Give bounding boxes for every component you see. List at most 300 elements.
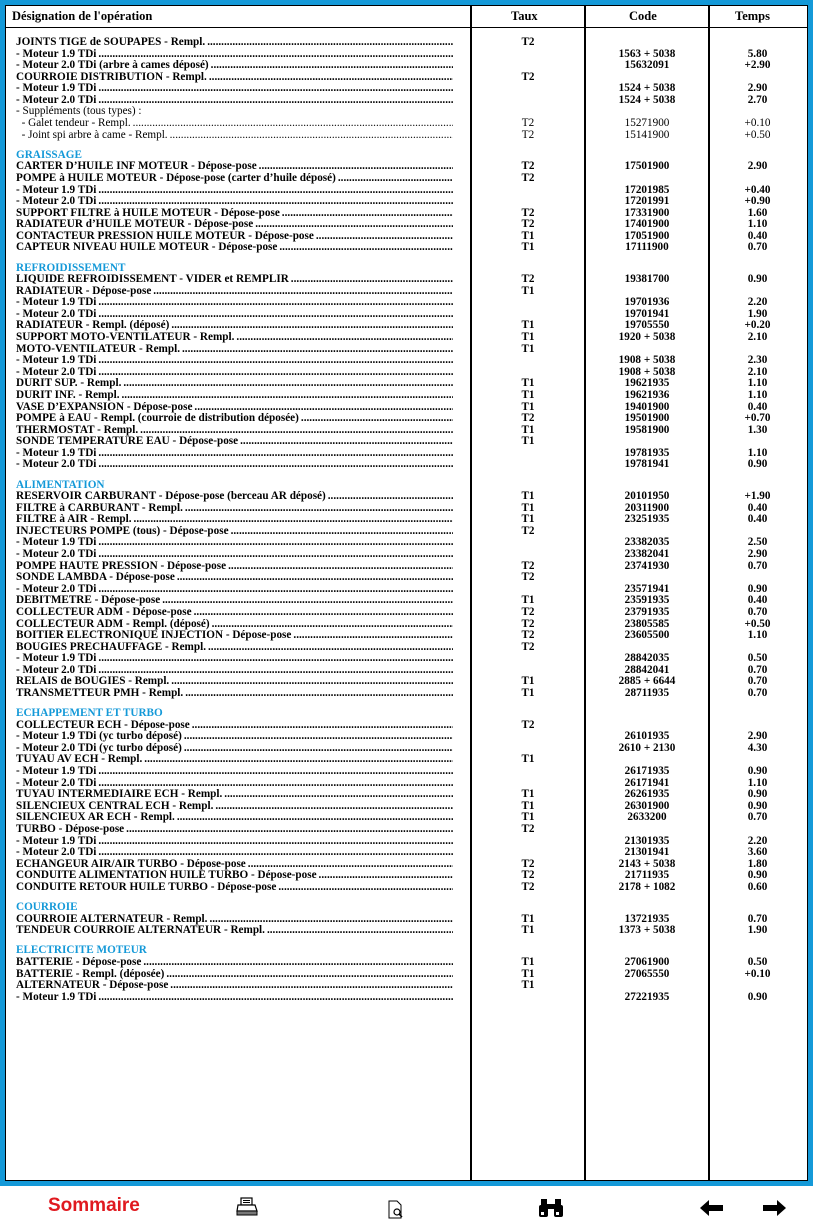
taux-cell: T2 [521, 117, 535, 130]
operation-designation [16, 688, 453, 700]
operation-designation [16, 630, 453, 642]
taux-cell: T1 [521, 753, 535, 766]
operation-label: TUYAU AV ECH - Rempl. [16, 754, 143, 766]
temps-cell: +0.40 [744, 183, 771, 196]
section-title: ALIMENTATION [16, 479, 105, 491]
taux-cell: T2 [521, 206, 535, 219]
operation-designation [16, 836, 453, 848]
section-title: REFROIDISSEMENT [16, 262, 126, 274]
taux-cell: T1 [521, 435, 535, 448]
temps-cell: 1.10 [747, 388, 768, 401]
code-cell: 20311900 [624, 501, 670, 514]
taux-cell: T2 [521, 857, 535, 870]
table-row [6, 49, 807, 61]
taux-cell: T1 [521, 284, 535, 297]
taux-cell: T1 [521, 377, 535, 390]
operation-designation [16, 161, 453, 173]
table-body [6, 37, 807, 1003]
operation-label: - Suppléments (tous types) : [16, 106, 142, 118]
taux-cell: T1 [521, 955, 535, 968]
print-icon[interactable] [236, 1197, 258, 1222]
operation-label: - Joint spi arbre à came - Rempl. [16, 129, 168, 141]
operation-label: POMPE à HUILE MOTEUR - Dépose-pose (carter d’huile déposé) [16, 172, 336, 184]
taux-cell: T1 [521, 799, 535, 812]
operation-designation [16, 309, 453, 321]
temps-cell: +0.10 [744, 117, 771, 130]
code-cell: 1524 + 5038 [618, 93, 676, 106]
temps-cell: 0.40 [747, 400, 768, 413]
operation-label: - Moteur 1.9 TDi (yc turbo déposé) [16, 731, 182, 743]
temps-cell: 1.90 [747, 307, 768, 320]
sommaire-link[interactable]: Sommaire [48, 1195, 140, 1216]
operation-designation [16, 607, 453, 619]
operation-designation [16, 549, 453, 561]
operation-label: SONDE TEMPÉRATURE EAU - Dépose-pose [16, 436, 239, 448]
temps-cell: 2.70 [747, 93, 768, 106]
table-row [6, 766, 807, 778]
section-title: ÉCHAPPEMENT ET TURBO [16, 708, 163, 720]
code-cell: 2633200 [627, 811, 667, 824]
temps-cell: 0.90 [747, 458, 768, 471]
code-cell: 17201985 [624, 183, 670, 196]
table-row [6, 130, 807, 142]
taux-cell: T2 [521, 559, 535, 572]
table-row [6, 882, 807, 894]
operation-label: DURIT SUP. - Rempl. [16, 378, 122, 390]
table-row [6, 503, 807, 515]
temps-cell: 0.90 [747, 869, 768, 882]
code-cell: 27221935 [624, 990, 670, 1003]
taux-cell: T1 [521, 513, 535, 526]
operation-label: DÉBITMÈTRE - Dépose-pose [16, 595, 161, 607]
table-row [6, 824, 807, 836]
code-cell: 23791935 [624, 605, 670, 618]
table-row [6, 378, 807, 390]
taux-cell: T2 [521, 70, 535, 83]
temps-cell: 1.10 [747, 629, 768, 642]
operation-label: - Moteur 1.9 TDi [16, 83, 97, 95]
taux-cell: T1 [521, 811, 535, 824]
table-row [6, 60, 807, 72]
operation-label: THERMOSTAT - Rempl. [16, 424, 139, 436]
table-row [6, 731, 807, 743]
table-row [6, 847, 807, 859]
operation-label: RÉSERVOIR CARBURANT - Dépose-pose (berceau AR déposé) [16, 491, 326, 503]
code-cell: 2885 + 6644 [618, 675, 676, 688]
temps-cell: 2.90 [747, 160, 768, 173]
operation-label: FILTRE à CARBURANT - Rempl. [16, 502, 183, 514]
operation-designation [16, 344, 453, 356]
temps-cell: +0.70 [744, 412, 771, 425]
operation-designation [16, 980, 453, 992]
code-cell: 26171935 [624, 765, 670, 778]
table-row [6, 514, 807, 526]
code-cell: 2143 + 5038 [618, 857, 676, 870]
temps-cell: 5.80 [747, 47, 768, 60]
table-row [6, 344, 807, 356]
table-row [6, 526, 807, 538]
operation-designation [16, 619, 453, 631]
table-header [6, 6, 807, 28]
code-cell: 20101950 [624, 490, 670, 503]
table-row [6, 459, 807, 471]
taux-cell: T1 [521, 687, 535, 699]
code-cell: 1908 + 5038 [618, 354, 676, 367]
operation-designation [16, 561, 453, 573]
temps-cell: 0.90 [747, 765, 768, 778]
code-cell: 23382035 [624, 536, 670, 549]
operation-label: - Moteur 2.0 TDi [16, 583, 97, 595]
table-row [6, 607, 807, 619]
table-row [6, 619, 807, 631]
taux-cell: T1 [521, 967, 535, 980]
table-row [6, 957, 807, 969]
operation-designation [16, 459, 453, 471]
temps-cell: 0.50 [747, 955, 768, 968]
table-row [6, 208, 807, 220]
operation-designation [16, 720, 453, 732]
temps-cell: 0.40 [747, 501, 768, 514]
code-cell: 21711935 [624, 869, 670, 882]
temps-cell: 1.30 [747, 423, 768, 436]
arrow-right-icon[interactable] [762, 1200, 786, 1221]
operation-designation [16, 185, 453, 197]
code-cell: 1563 + 5038 [618, 47, 676, 60]
row-spacer [6, 937, 807, 946]
operation-designation [16, 355, 453, 367]
section-title: COURROIE [16, 902, 78, 914]
table-row [6, 309, 807, 321]
code-cell: 17111900 [625, 241, 669, 254]
row-spacer [6, 141, 807, 150]
arrow-left-icon[interactable] [700, 1200, 724, 1221]
table-row [6, 572, 807, 584]
row-spacer [6, 254, 807, 263]
table-row [6, 969, 807, 981]
table-row [6, 185, 807, 197]
table-row [6, 549, 807, 561]
table-row [6, 231, 807, 243]
operation-designation [16, 130, 453, 142]
taux-cell: T1 [521, 241, 535, 254]
operation-designation [16, 367, 453, 379]
code-cell: 23805585 [624, 617, 670, 630]
operation-label: DURIT INF. - Rempl. [16, 389, 120, 401]
taux-cell: T1 [521, 912, 535, 925]
table-row [6, 332, 807, 344]
temps-cell: 0.90 [747, 582, 768, 595]
operation-label: - Galet tendeur - Rempl. [16, 118, 131, 130]
operation-label: - Moteur 1.9 TDi [16, 355, 97, 367]
taux-cell: T1 [521, 400, 535, 413]
operation-designation [16, 969, 453, 981]
operation-designation [16, 595, 453, 607]
section-title: GRAISSAGE [16, 149, 82, 161]
operation-label: BATTERIE - Rempl. (déposée) [16, 968, 165, 980]
taux-cell: T2 [521, 412, 535, 425]
temps-cell: 2.30 [747, 354, 768, 367]
section-heading [6, 263, 807, 275]
temps-cell: 1.10 [747, 446, 768, 459]
table-row [6, 925, 807, 937]
code-cell: 1920 + 5038 [618, 331, 676, 344]
table-row [6, 688, 807, 700]
temps-cell: +0.50 [744, 128, 771, 141]
temps-cell: 1.10 [747, 218, 768, 231]
operation-label: - Moteur 2.0 TDi (arbre à cames déposé) [16, 60, 209, 72]
operation-label: POMPE à EAU - Rempl. (courroie de distribution déposée) [16, 413, 299, 425]
temps-cell: +0.90 [744, 195, 771, 208]
taux-cell: T2 [521, 629, 535, 642]
taux-cell: T2 [521, 822, 535, 835]
temps-cell: 0.90 [747, 273, 768, 286]
operation-label: - Moteur 2.0 TDi [16, 549, 97, 561]
binoculars-icon[interactable] [537, 1198, 565, 1223]
operation-label: FILTRE à AIR - Rempl. [16, 514, 132, 526]
operation-designation [16, 847, 453, 859]
operation-designation [16, 572, 453, 584]
operation-label: RADIATEUR - Dépose-pose [16, 285, 152, 297]
temps-cell: 0.70 [747, 605, 768, 618]
operation-designation [16, 676, 453, 688]
table-row [6, 274, 807, 286]
code-cell: 1373 + 5038 [618, 924, 676, 937]
taux-cell: T2 [521, 571, 535, 584]
taux-cell: T2 [521, 640, 535, 653]
table-row [6, 106, 807, 118]
operation-designation [16, 992, 453, 1004]
table-row [6, 812, 807, 824]
header-code: Code [629, 9, 657, 23]
temps-cell: 0.90 [747, 799, 768, 812]
temps-cell: 0.40 [747, 513, 768, 526]
operation-designation [16, 425, 453, 437]
operation-label: RADIATEUR d’HUILE MOTEUR - Dépose-pose [16, 219, 254, 231]
temps-cell: 1.60 [747, 206, 768, 219]
code-cell: 19701936 [624, 296, 670, 309]
table-row [6, 83, 807, 95]
table-row [6, 778, 807, 790]
operation-designation [16, 196, 453, 208]
table-row [6, 367, 807, 379]
code-cell: 15632091 [624, 59, 670, 72]
operation-label: - Moteur 2.0 TDi [16, 847, 97, 859]
operation-label: - Moteur 2.0 TDi (yc turbo déposé) [16, 742, 182, 754]
operation-designation [16, 118, 453, 130]
temps-cell: 2.90 [747, 82, 768, 95]
table-row [6, 630, 807, 642]
taux-cell: T2 [521, 718, 535, 731]
operation-designation [16, 801, 453, 813]
taux-cell: T2 [521, 524, 535, 537]
operation-label: CONDUITE ALIMENTATION HUILE TURBO - Dépose-pose [16, 870, 317, 882]
header-temps: Temps [735, 9, 770, 23]
operation-designation [16, 390, 453, 402]
operation-designation [16, 436, 453, 448]
operation-designation [16, 60, 453, 72]
temps-cell: 0.90 [747, 990, 768, 1003]
operation-label: RADIATEUR - Rempl. (déposé) [16, 320, 170, 332]
taux-cell: T2 [521, 869, 535, 882]
table-row [6, 173, 807, 185]
operation-label: ALTERNATEUR - Dépose-pose [16, 980, 169, 992]
temps-cell: +0.50 [744, 617, 771, 630]
temps-cell: 2.90 [747, 548, 768, 561]
operation-label: TURBO - Dépose-pose [16, 823, 125, 835]
operation-label: SUPPORT FILTRE à HUILE MOTEUR - Dépose-pose [16, 207, 280, 219]
table-row [6, 448, 807, 460]
table-row [6, 836, 807, 848]
code-cell: 15141900 [624, 128, 670, 141]
row-spacer [6, 893, 807, 902]
header-designation: Désignation de l'opération [12, 9, 153, 23]
table-row [6, 219, 807, 231]
operation-label: TRANSMETTEUR PMH - Rempl. [16, 688, 184, 699]
code-cell: 26101935 [624, 730, 670, 743]
operation-designation [16, 95, 453, 107]
operation-designation [16, 49, 453, 61]
taux-cell: T1 [521, 423, 535, 436]
operation-designation [16, 778, 453, 790]
table-row [6, 665, 807, 677]
code-cell: 26171941 [624, 776, 670, 789]
operation-designation [16, 274, 453, 286]
taux-cell: T1 [521, 924, 535, 937]
code-cell: 19781941 [624, 458, 670, 471]
taux-cell: T2 [521, 218, 535, 231]
operation-designation [16, 83, 453, 95]
operation-label: BATTERIE - Dépose-pose [16, 956, 142, 968]
table-row [6, 642, 807, 654]
operation-label: SILENCIEUX AR ECH - Rempl. [16, 812, 175, 824]
temps-cell: 0.70 [747, 241, 768, 254]
code-cell: 27065550 [624, 967, 670, 980]
table-row [6, 425, 807, 437]
code-cell: 28842035 [624, 652, 670, 665]
operation-label: - Moteur 1.9 TDi [16, 447, 97, 459]
code-cell: 19581900 [624, 423, 670, 436]
operation-designation [16, 584, 453, 596]
operation-label: TENDEUR COURROIE ALTERNATEUR - Rempl. [16, 925, 265, 937]
temps-cell: 0.50 [747, 652, 768, 665]
code-cell: 13721935 [624, 912, 670, 925]
operation-label: - Moteur 2.0 TDi [16, 777, 97, 789]
operation-label: BOUGIES PRÉCHAUFFAGE - Rempl. [16, 641, 206, 653]
code-cell: 19621935 [624, 377, 670, 390]
code-cell: 1908 + 5038 [618, 365, 676, 378]
table-row [6, 743, 807, 755]
operation-designation [16, 642, 453, 654]
operation-label: - Moteur 1.9 TDi [16, 48, 97, 60]
temps-cell: 2.90 [747, 730, 768, 743]
operation-label: - Moteur 1.9 TDi [16, 991, 97, 1003]
operation-designation [16, 378, 453, 390]
operation-label: - Moteur 1.9 TDi [16, 537, 97, 549]
operation-designation [16, 286, 453, 298]
operation-designation [16, 870, 453, 882]
operation-label: VASE D’EXPANSION - Dépose-pose [16, 401, 193, 413]
operation-label: COLLECTEUR ADM - Dépose-pose [16, 606, 192, 618]
code-cell: 17331900 [624, 206, 670, 219]
operation-designation [16, 297, 453, 309]
row-spacer [6, 700, 807, 709]
operation-designation [16, 72, 453, 84]
taux-cell: T1 [521, 788, 535, 801]
taux-cell: T1 [521, 229, 535, 242]
section-heading [6, 708, 807, 720]
header-taux: Taux [511, 9, 538, 23]
table-row [6, 413, 807, 425]
find-page-icon[interactable] [386, 1200, 406, 1225]
code-cell: 17501900 [624, 160, 670, 173]
temps-cell: 1.10 [747, 377, 768, 390]
operation-label: TUYAU INTERMÉDIAIRE ECH - Rempl. [16, 789, 223, 801]
taux-cell: T2 [521, 171, 535, 184]
table-row [6, 297, 807, 309]
table-row [6, 37, 807, 49]
table-row [6, 242, 807, 254]
table-row [6, 72, 807, 84]
operation-designation [16, 914, 453, 926]
code-cell: 1524 + 5038 [618, 82, 676, 95]
operation-designation [16, 173, 453, 185]
operation-designation [16, 413, 453, 425]
table-row [6, 870, 807, 882]
footer-toolbar [0, 1190, 813, 1226]
operation-designation [16, 37, 453, 49]
table-row [6, 801, 807, 813]
taux-cell: T2 [521, 880, 535, 893]
operation-designation [16, 514, 453, 526]
operation-label: - Moteur 2.0 TDi [16, 94, 97, 106]
code-cell: 19381700 [624, 273, 670, 286]
operation-designation [16, 812, 453, 824]
taux-cell: T1 [521, 388, 535, 401]
temps-cell: 4.30 [747, 741, 768, 754]
code-cell: 26301900 [624, 799, 670, 812]
table-row [6, 161, 807, 173]
code-cell: 28711935 [624, 687, 670, 699]
temps-cell: 0.60 [747, 880, 768, 893]
temps-cell: 0.70 [747, 559, 768, 572]
code-cell: 19401900 [624, 400, 670, 413]
table-row [6, 653, 807, 665]
operation-label: - Moteur 1.9 TDi [16, 297, 97, 309]
code-cell: 19621936 [624, 388, 670, 401]
table-row [6, 980, 807, 992]
section-heading [6, 150, 807, 162]
table-row [6, 286, 807, 298]
operation-designation [16, 219, 453, 231]
operation-designation [16, 242, 453, 254]
taux-cell: T1 [521, 979, 535, 992]
temps-cell: 2.10 [747, 365, 768, 378]
table-row [6, 561, 807, 573]
operation-label: JOINTS TIGE de SOUPAPES - Rempl. [16, 37, 206, 48]
code-cell: 23382041 [624, 548, 670, 561]
operation-designation [16, 957, 453, 969]
operation-designation [16, 882, 453, 894]
operation-label: SONDE LAMBDA - Dépose-pose [16, 572, 175, 584]
operation-label: - Moteur 2.0 TDi [16, 366, 97, 378]
table-row [6, 789, 807, 801]
taux-cell: T2 [521, 617, 535, 630]
temps-cell: 2.10 [747, 331, 768, 344]
code-cell: 28842041 [624, 663, 670, 676]
operations-table [5, 5, 808, 1181]
code-cell: 27061900 [624, 955, 670, 968]
code-cell: 19781935 [624, 446, 670, 459]
